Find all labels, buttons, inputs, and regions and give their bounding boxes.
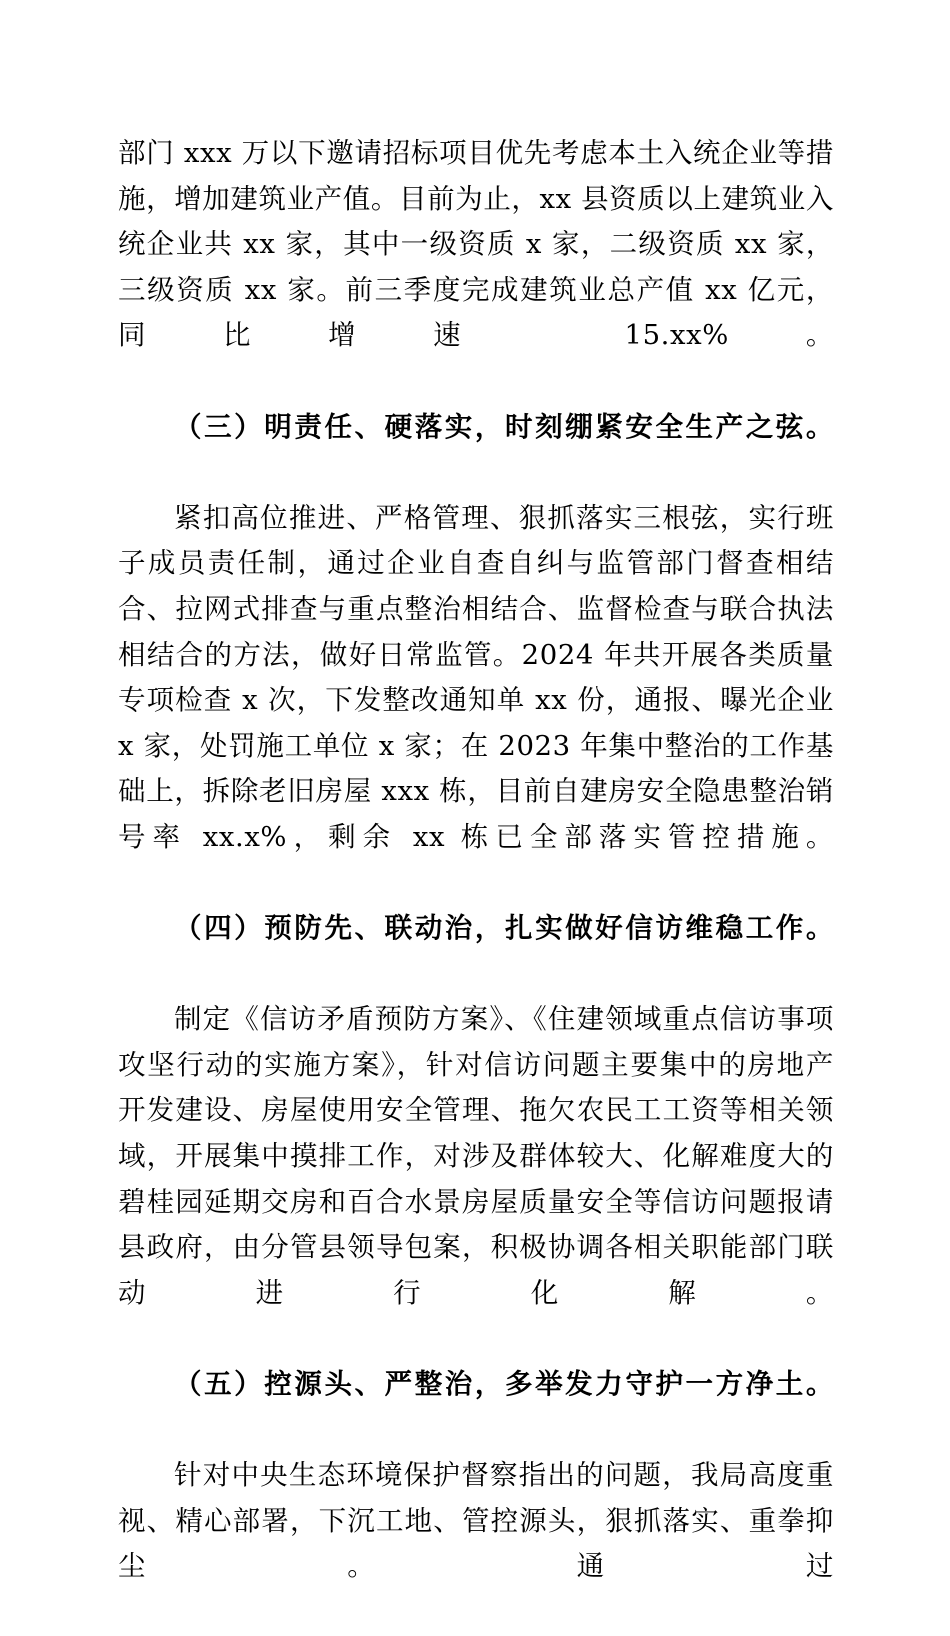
paragraph-section-five-body: 针对中央生态环境保护督察指出的问题，我局高度重视、精心部署，下沉工地、管控源头，狠抓落实、重拳抑尘。通过 [118,1459,834,1583]
paragraph-section-three-body: 紧扣高位推进、严格管理、狠抓落实三根弦，实行班子成员责任制，通过企业自查自纠与监管部门督查相结合、拉网式排查与重点整治相结合、监督检查与联合执法相结合的方法，做好日常监管。2024 年共开展各类质量专项检查 x 次，下发整改通知单 xx 份，通报、曝光企业 x 家，处罚施工单位 x 家；在 2023 年集中整治的工作基础上，拆除老旧房屋 xxx 栋，目前自建房安全隐患整治销号率 xx.x%，剩余 xx 栋已全部落实管控措施。 [118,501,834,853]
heading-section-three: （三）明责任、硬落实，时刻绷紧安全生产之弦。 [174,410,834,443]
heading-section-five: （五）控源头、严整治，多举发力守护一方净土。 [174,1368,834,1401]
paragraph-section-four-body: 制定《信访矛盾预防方案》、《住建领域重点信访事项攻坚行动的实施方案》，针对信访问题主要集中的房地产开发建设、房屋使用安全管理、拖欠农民工工资等相关领域，开展集中摸排工作，对涉及群体较大、化解难度大的碧桂园延期交房和百合水景房屋质量安全等信访问题报请县政府，由分管县领导包案，积极协调各相关职能部门联动进行化解。 [118,1003,834,1309]
heading-section-four: （四）预防先、联动治，扎实做好信访维稳工作。 [174,912,834,945]
paragraph-construction-output-continued: 部门 xxx 万以下邀请招标项目优先考虑本土入统企业等措施，增加建筑业产值。目前为止，xx 县资质以上建筑业入统企业共 xx 家，其中一级资质 x 家，二级资质 xx 家，三级资质 xx 家。前三季度完成建筑业总产值 xx 亿元，同比增速 15.xx%。 [118,137,834,352]
document-text-column [118,131,834,1636]
